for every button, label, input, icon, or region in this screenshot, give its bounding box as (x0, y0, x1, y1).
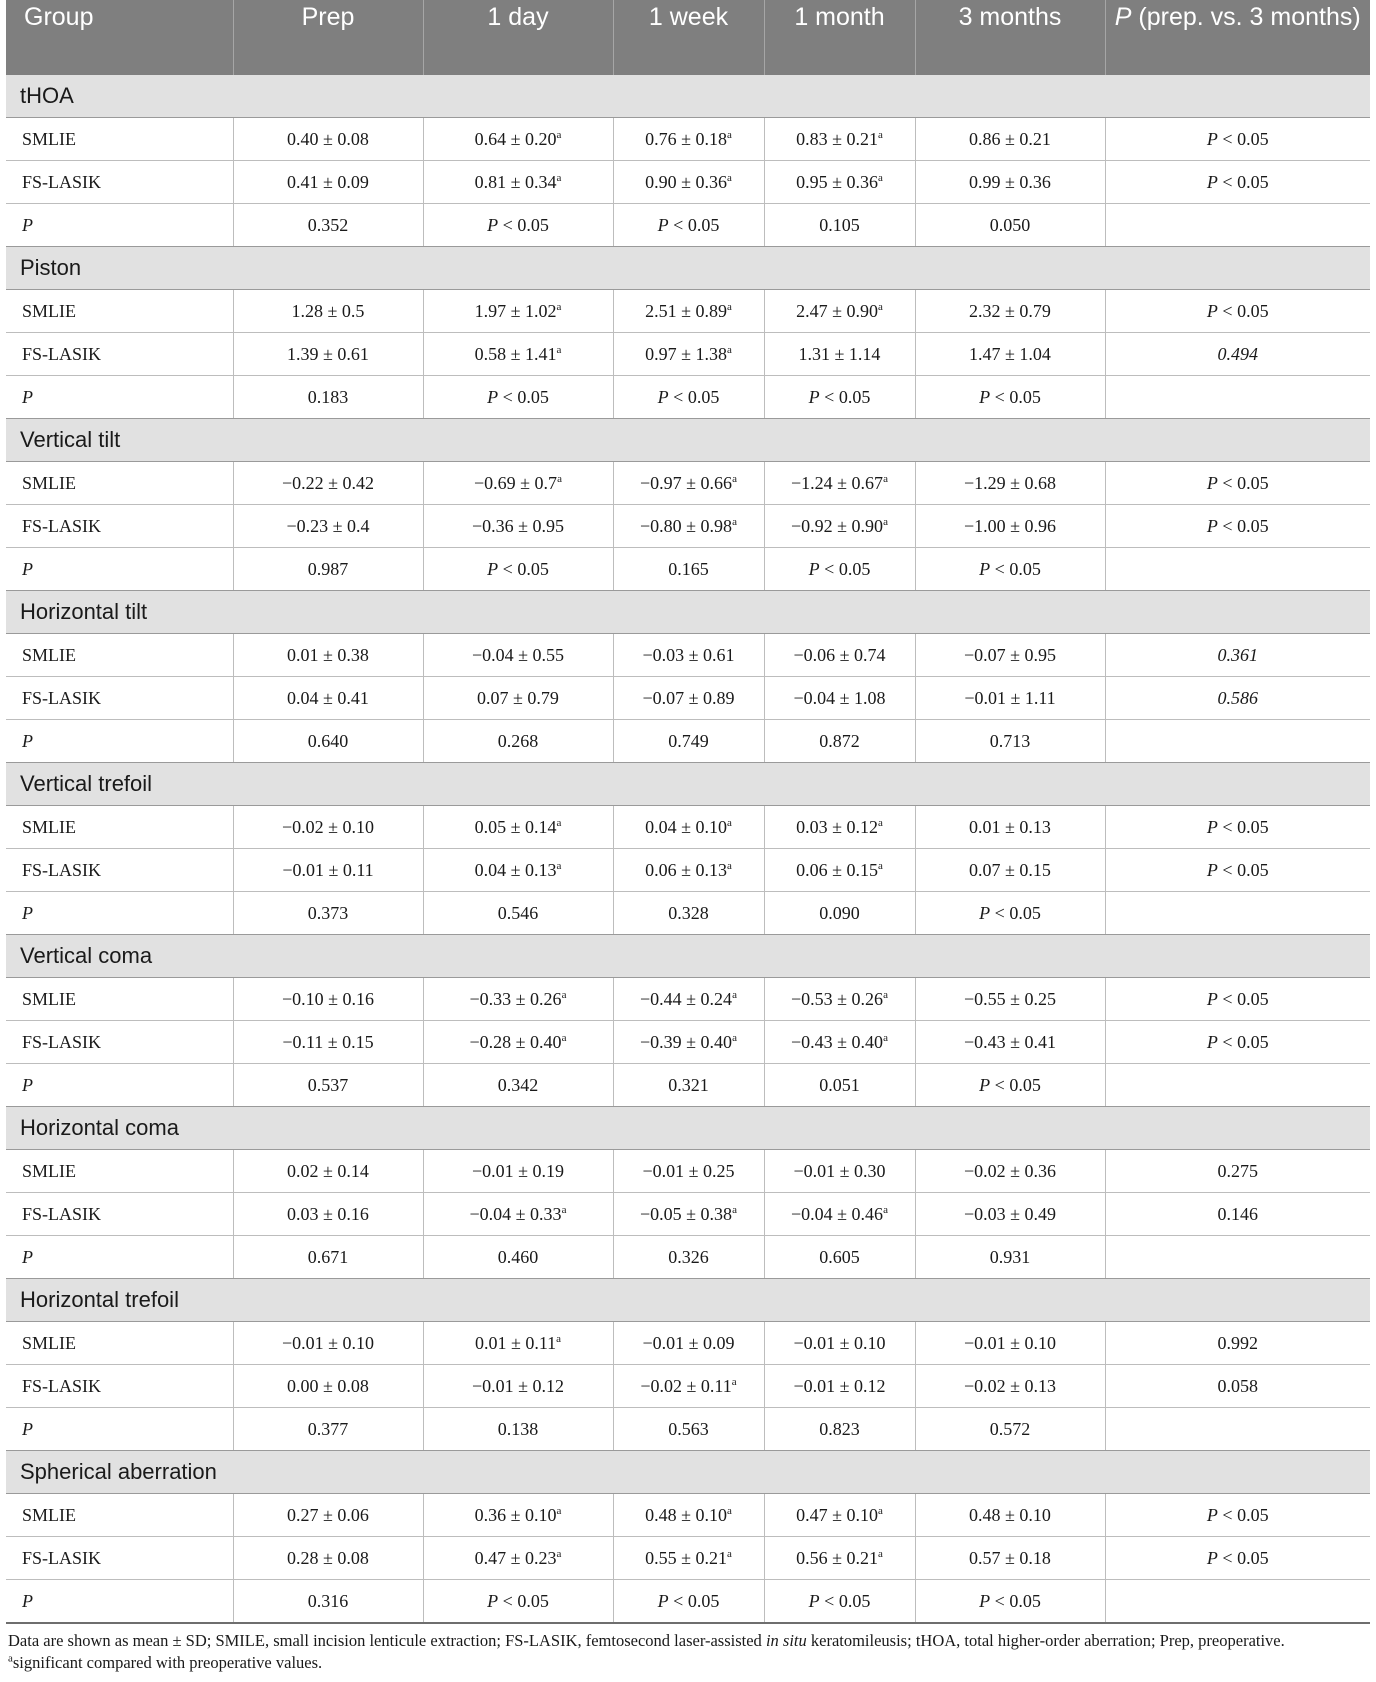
significance-marker: a (878, 1504, 883, 1517)
table-cell: 0.872 (764, 720, 915, 763)
group-label: Horizontal tilt (6, 591, 1370, 634)
table-cell: −0.04 ± 0.46$^a$ (764, 1193, 915, 1236)
table-cell: 0.051 (764, 1064, 915, 1107)
table-cell: −0.28 ± 0.40$^a$ (423, 1021, 613, 1064)
table-row (6, 849, 1370, 892)
table-cell: 0.04 ± 0.10$^a$ (613, 806, 764, 849)
table-row (6, 892, 1370, 935)
header-1-day: 1 day (423, 0, 613, 75)
table-cell: −0.04 ± 0.33$^a$ (423, 1193, 613, 1236)
table-cell: 0.36 ± 0.10$^a$ (423, 1494, 613, 1537)
significance-marker: a (878, 859, 883, 872)
table-row (6, 161, 1370, 204)
significance-marker: a (732, 515, 737, 528)
significance-marker: a (556, 1332, 562, 1345)
table-row (6, 1494, 1370, 1537)
significance-marker: a (556, 128, 562, 141)
table-cell: 0.47 ± 0.23$^a$ (423, 1537, 613, 1580)
group-label: Horizontal trefoil (6, 1279, 1370, 1322)
table-cell: −0.02 ± 0.10 (233, 806, 423, 849)
table-cell: 0.56 ± 0.21$^a$ (764, 1537, 915, 1580)
table-cell: −0.53 ± 0.26$^a$ (764, 978, 915, 1021)
table-cell: 1.28 ± 0.5 (233, 290, 423, 333)
table-cell: 0.105 (764, 204, 915, 247)
table-cell: −0.43 ± 0.40$^a$ (764, 1021, 915, 1064)
row-label: P (6, 1064, 233, 1107)
significance-marker: a (732, 472, 737, 485)
row-label: SMLIE (6, 1150, 233, 1193)
table-cell: 0.48 ± 0.10 (915, 1494, 1105, 1537)
row-label: FS-LASIK (6, 677, 233, 720)
group-header-horizontal-coma (6, 1107, 1370, 1150)
table-row (6, 978, 1370, 1021)
table-cell: −0.39 ± 0.40$^a$ (613, 1021, 764, 1064)
table-cell: 0.138 (423, 1408, 613, 1451)
significance-marker: a (878, 128, 883, 141)
table-cell: P < 0.05 (423, 204, 613, 247)
significance-marker: a (727, 343, 732, 356)
table-cell: −0.01 ± 0.19 (423, 1150, 613, 1193)
significance-marker: a (727, 171, 732, 184)
table-cell: P < 0.05 (915, 548, 1105, 591)
table-cell: P < 0.05 (613, 204, 764, 247)
significance-marker: a (727, 859, 732, 872)
table-cell: 0.55 ± 0.21$^a$ (613, 1537, 764, 1580)
table-cell: −0.36 ± 0.95 (423, 505, 613, 548)
row-label: P (6, 204, 233, 247)
table-cell: 0.01 ± 0.13 (915, 806, 1105, 849)
significance-marker: a (883, 988, 888, 1001)
table-cell: P < 0.05 (1105, 161, 1370, 204)
row-label: P (6, 892, 233, 935)
row-label: SMLIE (6, 290, 233, 333)
table-row (6, 333, 1370, 376)
table-cell: 0.823 (764, 1408, 915, 1451)
table-cell: P < 0.05 (1105, 1537, 1370, 1580)
significance-marker: a (731, 1375, 737, 1388)
table-cell (1105, 892, 1370, 935)
table-cell: −0.03 ± 0.49 (915, 1193, 1105, 1236)
group-header-horizontal-trefoil (6, 1279, 1370, 1322)
significance-marker: a (883, 1031, 888, 1044)
table-cell: −0.01 ± 0.30 (764, 1150, 915, 1193)
group-label: Piston (6, 247, 1370, 290)
table-cell: 0.81 ± 0.34$^a$ (423, 161, 613, 204)
header-row (6, 0, 1370, 75)
table-cell: 0.99 ± 0.36 (915, 161, 1105, 204)
row-label: P (6, 376, 233, 419)
significance-marker: a (727, 1547, 732, 1560)
table-cell: 0.377 (233, 1408, 423, 1451)
row-label: FS-LASIK (6, 1537, 233, 1580)
table-row (6, 548, 1370, 591)
significance-marker: a (556, 1547, 562, 1560)
table-cell: 0.07 ± 0.79 (423, 677, 613, 720)
table-cell: 0.058 (1105, 1365, 1370, 1408)
table-cell: 0.06 ± 0.13$^a$ (613, 849, 764, 892)
table-cell: P < 0.05 (613, 1580, 764, 1624)
footnote-text-3: significant compared with preoperative values. (12, 1653, 323, 1672)
table-body (6, 75, 1370, 1623)
table-cell: 0.86 ± 0.21 (915, 118, 1105, 161)
footnote-line-1 (8, 1630, 1370, 1652)
table-row (6, 1322, 1370, 1365)
group-label: Vertical coma (6, 935, 1370, 978)
table-cell: 0.316 (233, 1580, 423, 1624)
table-cell: 0.05 ± 0.14$^a$ (423, 806, 613, 849)
row-label: P (6, 720, 233, 763)
table-cell: 0.03 ± 0.12$^a$ (764, 806, 915, 849)
table-cell: −0.02 ± 0.13 (915, 1365, 1105, 1408)
table-cell: 0.40 ± 0.08 (233, 118, 423, 161)
row-label: P (6, 1580, 233, 1624)
row-label: FS-LASIK (6, 161, 233, 204)
table-cell: −0.92 ± 0.90$^a$ (764, 505, 915, 548)
row-label: SMLIE (6, 462, 233, 505)
table-cell: 0.06 ± 0.15$^a$ (764, 849, 915, 892)
table-cell: 2.32 ± 0.79 (915, 290, 1105, 333)
table-cell: 0.090 (764, 892, 915, 935)
table-cell: −0.03 ± 0.61 (613, 634, 764, 677)
table-row (6, 634, 1370, 677)
significance-marker: a (556, 300, 562, 313)
significance-marker: a (732, 1203, 737, 1216)
row-label: P (6, 548, 233, 591)
table-cell (1105, 1408, 1370, 1451)
table-row (6, 118, 1370, 161)
table-cell: P < 0.05 (1105, 849, 1370, 892)
table-cell: −1.24 ± 0.67$^a$ (764, 462, 915, 505)
group-label: Horizontal coma (6, 1107, 1370, 1150)
table-cell: 0.76 ± 0.18$^a$ (613, 118, 764, 161)
significance-marker: a (878, 1547, 883, 1560)
table-row (6, 1580, 1370, 1624)
table-cell: 0.01 ± 0.38 (233, 634, 423, 677)
table-row (6, 376, 1370, 419)
table-cell: 0.27 ± 0.06 (233, 1494, 423, 1537)
table-cell: −0.07 ± 0.95 (915, 634, 1105, 677)
significance-marker: a (727, 816, 732, 829)
row-label: FS-LASIK (6, 1365, 233, 1408)
table-cell: 0.605 (764, 1236, 915, 1279)
table-cell (1105, 1064, 1370, 1107)
footnote-marker: a (8, 1652, 13, 1665)
table-cell: 0.987 (233, 548, 423, 591)
table-cell: 1.39 ± 0.61 (233, 333, 423, 376)
group-header-vertical-coma (6, 935, 1370, 978)
table-cell: 0.275 (1105, 1150, 1370, 1193)
row-label: FS-LASIK (6, 333, 233, 376)
table-cell: −0.01 ± 1.11 (915, 677, 1105, 720)
table-cell: −0.80 ± 0.98$^a$ (613, 505, 764, 548)
table-cell: 0.671 (233, 1236, 423, 1279)
table-row (6, 204, 1370, 247)
table-cell: P < 0.05 (1105, 290, 1370, 333)
row-label: SMLIE (6, 1322, 233, 1365)
row-label: FS-LASIK (6, 1193, 233, 1236)
table-cell: −0.01 ± 0.10 (915, 1322, 1105, 1365)
table-container (6, 0, 1370, 1674)
table-cell: 0.64 ± 0.20$^a$ (423, 118, 613, 161)
table-cell: −0.43 ± 0.41 (915, 1021, 1105, 1064)
table-cell: 0.494 (1105, 333, 1370, 376)
table-row (6, 290, 1370, 333)
significance-marker: a (556, 343, 562, 356)
significance-marker: a (561, 988, 567, 1001)
table-cell: 0.41 ± 0.09 (233, 161, 423, 204)
table-cell: 0.546 (423, 892, 613, 935)
table-cell: 2.51 ± 0.89$^a$ (613, 290, 764, 333)
table-row (6, 1537, 1370, 1580)
table-cell: 0.04 ± 0.13$^a$ (423, 849, 613, 892)
table-row (6, 677, 1370, 720)
table-cell: P < 0.05 (764, 1580, 915, 1624)
table-row (6, 806, 1370, 849)
table-cell: −0.44 ± 0.24$^a$ (613, 978, 764, 1021)
significance-marker: a (727, 128, 732, 141)
table-cell: 0.02 ± 0.14 (233, 1150, 423, 1193)
table-cell: P < 0.05 (915, 1064, 1105, 1107)
table-cell: 0.749 (613, 720, 764, 763)
row-label: P (6, 1408, 233, 1451)
table-cell: 0.326 (613, 1236, 764, 1279)
header-1-week: 1 week (613, 0, 764, 75)
table-row (6, 1236, 1370, 1279)
table-cell: −0.06 ± 0.74 (764, 634, 915, 677)
table-cell: 2.47 ± 0.90$^a$ (764, 290, 915, 333)
table-cell: 0.352 (233, 204, 423, 247)
table-row (6, 1193, 1370, 1236)
table-cell: −0.04 ± 0.55 (423, 634, 613, 677)
table-cell: −0.11 ± 0.15 (233, 1021, 423, 1064)
table-cell: P < 0.05 (423, 1580, 613, 1624)
row-label: FS-LASIK (6, 505, 233, 548)
table-cell: −0.02 ± 0.11$^a$ (613, 1365, 764, 1408)
table-cell: 0.537 (233, 1064, 423, 1107)
table-cell: 0.992 (1105, 1322, 1370, 1365)
table-cell: 0.146 (1105, 1193, 1370, 1236)
table-cell: 0.58 ± 1.41$^a$ (423, 333, 613, 376)
table-cell: −0.10 ± 0.16 (233, 978, 423, 1021)
table-cell: P < 0.05 (915, 892, 1105, 935)
table-cell: −0.01 ± 0.10 (764, 1322, 915, 1365)
table-cell: P < 0.05 (1105, 505, 1370, 548)
table-cell: −0.04 ± 1.08 (764, 677, 915, 720)
footnote-line-2 (8, 1652, 1370, 1674)
significance-marker: a (727, 300, 732, 313)
header-3-months: 3 months (915, 0, 1105, 75)
significance-marker: a (732, 1031, 737, 1044)
table-row (6, 505, 1370, 548)
table-cell: 0.03 ± 0.16 (233, 1193, 423, 1236)
header-p-letter: P (1114, 3, 1132, 31)
significance-marker: a (883, 1203, 888, 1216)
table-row (6, 1150, 1370, 1193)
table-cell: 0.07 ± 0.15 (915, 849, 1105, 892)
table-cell: −0.33 ± 0.26$^a$ (423, 978, 613, 1021)
table-cell: −0.01 ± 0.25 (613, 1150, 764, 1193)
table-row (6, 1365, 1370, 1408)
table-cell: 0.328 (613, 892, 764, 935)
table-cell (1105, 720, 1370, 763)
table-cell: P < 0.05 (1105, 806, 1370, 849)
table-cell: 0.931 (915, 1236, 1105, 1279)
table-row (6, 462, 1370, 505)
table-cell: 0.586 (1105, 677, 1370, 720)
group-label: tHOA (6, 75, 1370, 118)
table-cell: −0.07 ± 0.89 (613, 677, 764, 720)
table-cell: 0.47 ± 0.10$^a$ (764, 1494, 915, 1537)
table-cell: P < 0.05 (915, 1580, 1105, 1624)
table-cell: −0.55 ± 0.25 (915, 978, 1105, 1021)
significance-marker: a (878, 171, 883, 184)
table-cell: P < 0.05 (764, 548, 915, 591)
table-cell: P < 0.05 (1105, 1494, 1370, 1537)
significance-marker: a (883, 472, 888, 485)
table-row (6, 1408, 1370, 1451)
table-cell: −0.02 ± 0.36 (915, 1150, 1105, 1193)
row-label: SMLIE (6, 1494, 233, 1537)
table-cell: −0.01 ± 0.12 (423, 1365, 613, 1408)
row-label: SMLIE (6, 978, 233, 1021)
table-cell: P < 0.05 (764, 376, 915, 419)
group-header-thoa (6, 75, 1370, 118)
table-row (6, 720, 1370, 763)
table-cell: −0.01 ± 0.12 (764, 1365, 915, 1408)
table-cell: 0.90 ± 0.36$^a$ (613, 161, 764, 204)
table-cell (1105, 548, 1370, 591)
table-cell: 1.47 ± 1.04 (915, 333, 1105, 376)
significance-marker: a (556, 859, 562, 872)
table-cell: P < 0.05 (1105, 462, 1370, 505)
table-cell: 0.460 (423, 1236, 613, 1279)
table-cell (1105, 1580, 1370, 1624)
header-1-month: 1 month (764, 0, 915, 75)
table-cell: 1.97 ± 1.02$^a$ (423, 290, 613, 333)
aberration-table (6, 0, 1370, 1624)
table-cell: 0.050 (915, 204, 1105, 247)
table-cell: 0.165 (613, 548, 764, 591)
table-cell: −0.01 ± 0.09 (613, 1322, 764, 1365)
significance-marker: a (556, 816, 562, 829)
table-cell: P < 0.05 (423, 376, 613, 419)
group-header-spherical-aberration (6, 1451, 1370, 1494)
table-footnote (6, 1630, 1370, 1674)
significance-marker: a (883, 515, 888, 528)
group-header-vertical-trefoil (6, 763, 1370, 806)
significance-marker: a (878, 816, 883, 829)
row-label: SMLIE (6, 634, 233, 677)
table-cell: −0.22 ± 0.42 (233, 462, 423, 505)
group-header-piston (6, 247, 1370, 290)
group-header-horizontal-tilt (6, 591, 1370, 634)
table-cell: 0.640 (233, 720, 423, 763)
table-cell: 0.268 (423, 720, 613, 763)
table-cell: P < 0.05 (423, 548, 613, 591)
table-cell: 0.361 (1105, 634, 1370, 677)
table-row (6, 1021, 1370, 1064)
significance-marker: a (732, 988, 737, 1001)
table-cell: P < 0.05 (613, 376, 764, 419)
table-cell: 0.95 ± 0.36$^a$ (764, 161, 915, 204)
table-cell: 0.373 (233, 892, 423, 935)
table-cell: 0.00 ± 0.08 (233, 1365, 423, 1408)
table-cell: P < 0.05 (1105, 118, 1370, 161)
significance-marker: a (557, 472, 562, 485)
group-label: Vertical tilt (6, 419, 1370, 462)
table-cell: 0.572 (915, 1408, 1105, 1451)
table-cell: 0.713 (915, 720, 1105, 763)
footnote-text-1: Data are shown as mean ± SD; SMILE, small incision lenticule extraction; FS-LASIK, femtosecond laser-assisted (8, 1631, 766, 1650)
table-cell: 0.48 ± 0.10$^a$ (613, 1494, 764, 1537)
table-cell: −0.01 ± 0.10 (233, 1322, 423, 1365)
table-cell (1105, 1236, 1370, 1279)
significance-marker: a (556, 1504, 562, 1517)
significance-marker: a (556, 171, 562, 184)
table-cell: P < 0.05 (915, 376, 1105, 419)
table-cell: 0.321 (613, 1064, 764, 1107)
table-cell: −0.97 ± 0.66$^a$ (613, 462, 764, 505)
header-p-prep-vs-3-months (1105, 0, 1370, 75)
table-cell: 0.28 ± 0.08 (233, 1537, 423, 1580)
footnote-italic: in situ (765, 1631, 807, 1650)
table-cell (1105, 376, 1370, 419)
significance-marker: a (727, 1504, 732, 1517)
table-cell: 0.57 ± 0.18 (915, 1537, 1105, 1580)
table-cell: P < 0.05 (1105, 1021, 1370, 1064)
group-label: Spherical aberration (6, 1451, 1370, 1494)
table-cell: −1.00 ± 0.96 (915, 505, 1105, 548)
table-cell: 0.563 (613, 1408, 764, 1451)
group-label: Vertical trefoil (6, 763, 1370, 806)
table-cell: −1.29 ± 0.68 (915, 462, 1105, 505)
table-cell: 0.342 (423, 1064, 613, 1107)
table-cell: −0.05 ± 0.38$^a$ (613, 1193, 764, 1236)
significance-marker: a (561, 1203, 567, 1216)
row-label: P (6, 1236, 233, 1279)
row-label: SMLIE (6, 806, 233, 849)
table-cell: 0.01 ± 0.11$^a$ (423, 1322, 613, 1365)
row-label: FS-LASIK (6, 1021, 233, 1064)
group-header-vertical-tilt (6, 419, 1370, 462)
header-prep: Prep (233, 0, 423, 75)
table-cell: 0.83 ± 0.21$^a$ (764, 118, 915, 161)
table-cell: −0.23 ± 0.4 (233, 505, 423, 548)
table-cell: 1.31 ± 1.14 (764, 333, 915, 376)
table-cell: 0.04 ± 0.41 (233, 677, 423, 720)
table-cell: −0.01 ± 0.11 (233, 849, 423, 892)
table-cell (1105, 204, 1370, 247)
footnote-text-2: keratomileusis; tHOA, total higher-order aberration; Prep, preoperative. (806, 1631, 1285, 1650)
header-group: Group (6, 0, 233, 75)
significance-marker: a (878, 300, 883, 313)
table-cell: 0.97 ± 1.38$^a$ (613, 333, 764, 376)
header-p-rest: (prep. vs. 3 months) (1131, 3, 1361, 31)
table-cell: P < 0.05 (1105, 978, 1370, 1021)
table-cell: −0.69 ± 0.7$^a$ (423, 462, 613, 505)
table-row (6, 1064, 1370, 1107)
table-cell: 0.183 (233, 376, 423, 419)
row-label: SMLIE (6, 118, 233, 161)
row-label: FS-LASIK (6, 849, 233, 892)
significance-marker: a (561, 1031, 567, 1044)
